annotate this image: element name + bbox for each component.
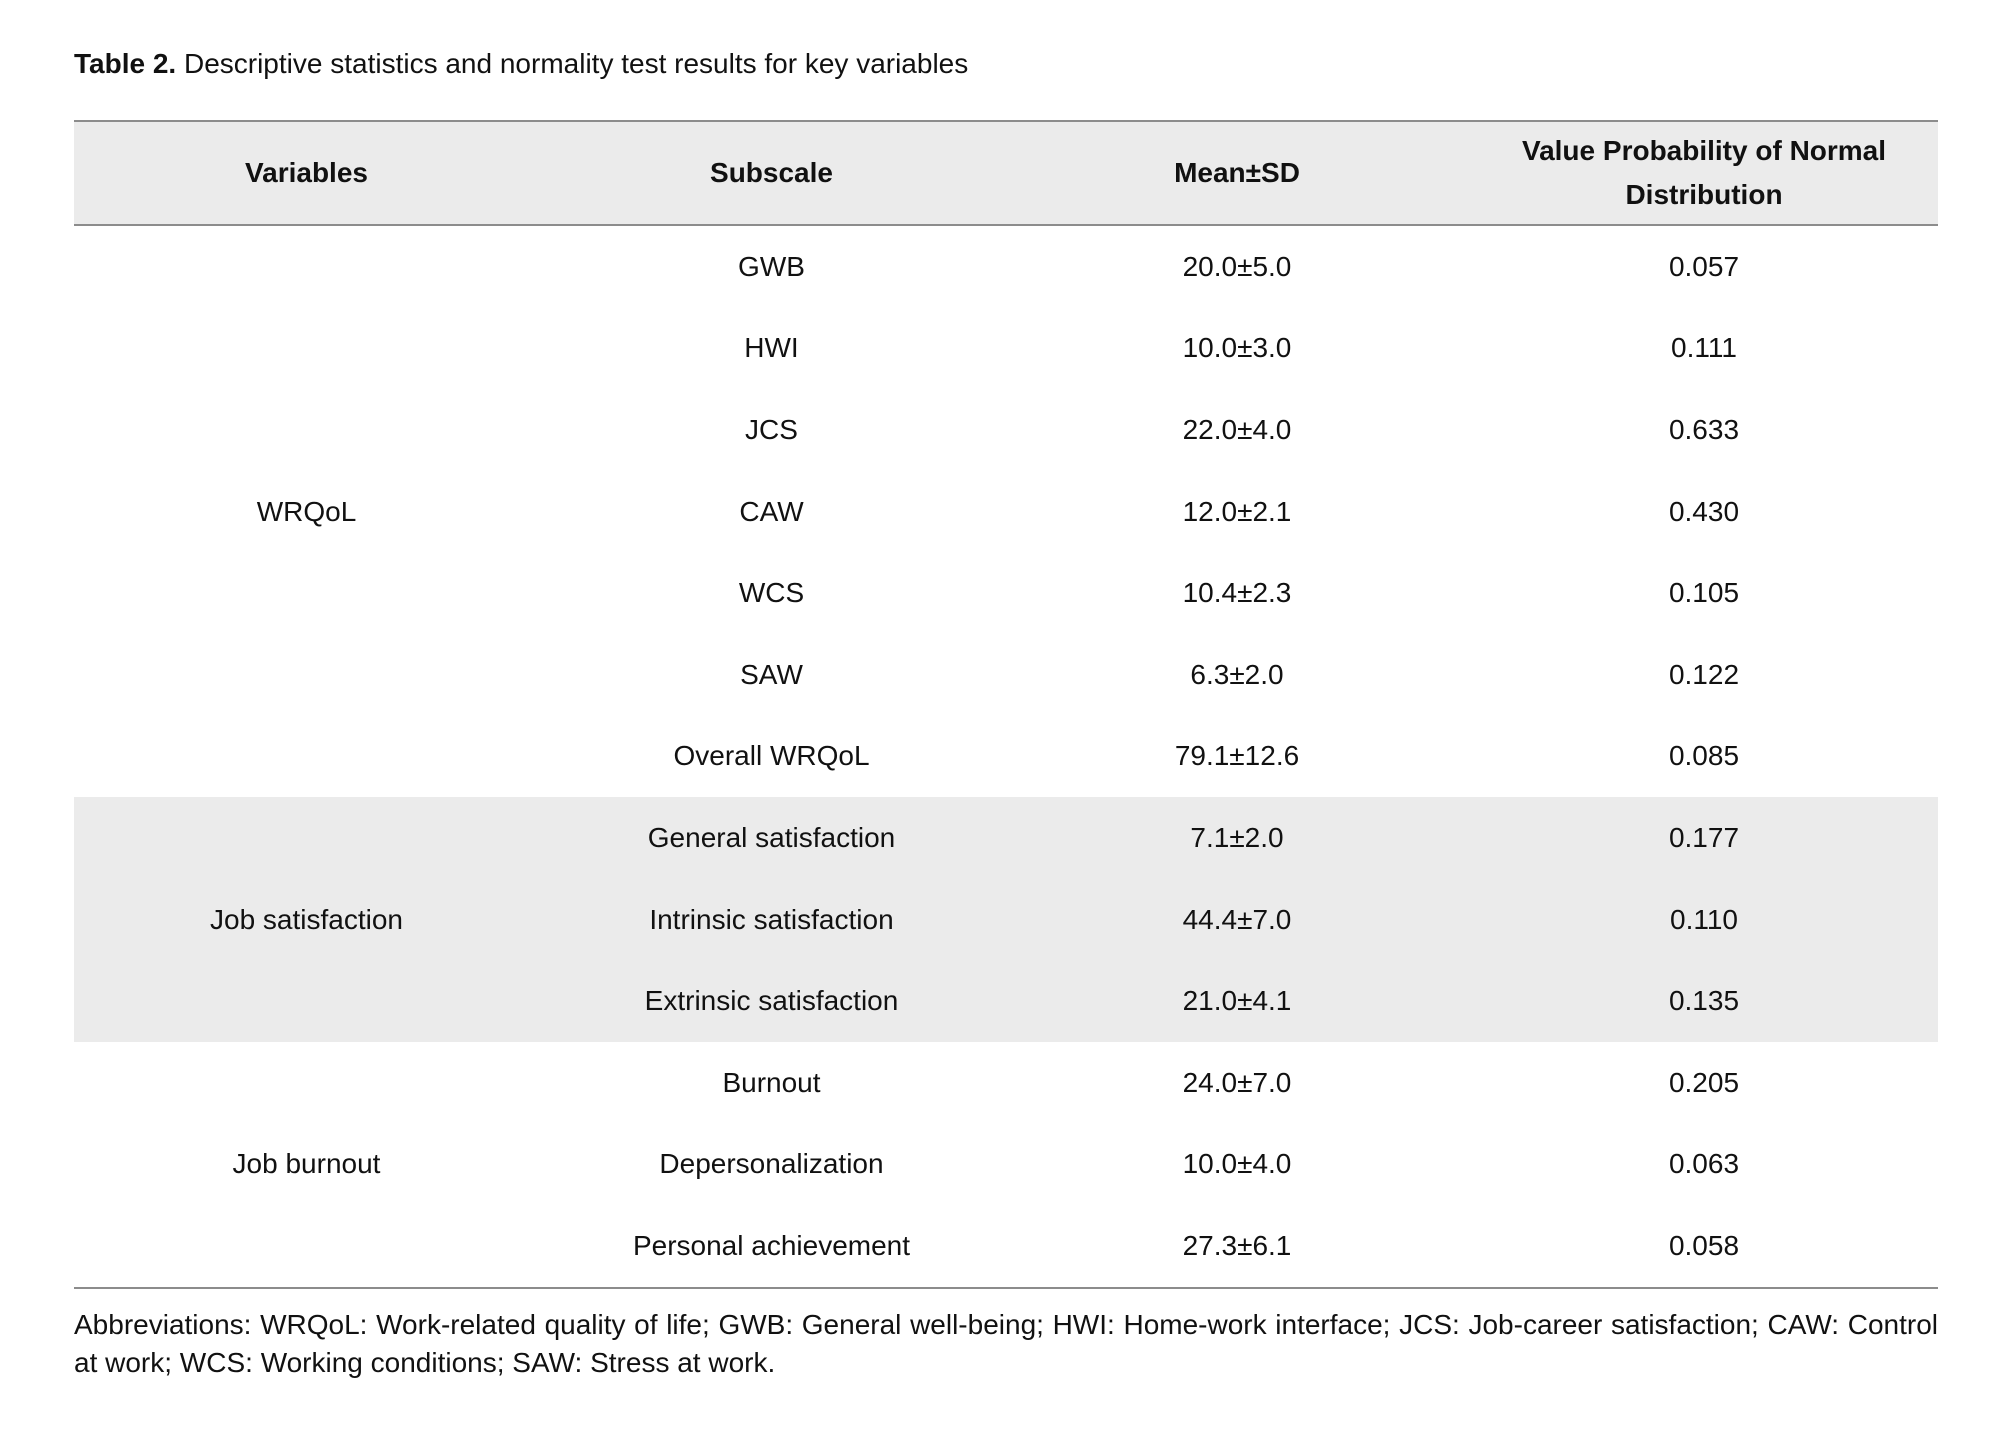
mean-sd-cell: 12.0±2.1 bbox=[1182, 495, 1292, 527]
table-row bbox=[74, 797, 1938, 879]
subscale-cell: Depersonalization bbox=[659, 1148, 884, 1180]
normality-p-cell: 0.085 bbox=[1668, 740, 1740, 772]
mean-sd-cell: 10.0±4.0 bbox=[1182, 1148, 1292, 1180]
mean-sd-cell: 24.0±7.0 bbox=[1182, 1066, 1292, 1098]
subscale-cell: General satisfaction bbox=[539, 797, 1004, 879]
normality-p-cell: 0.058 bbox=[1668, 1229, 1740, 1261]
normality-p-cell: 0.057 bbox=[1668, 250, 1740, 282]
normality-p-cell: 0.122 bbox=[1668, 658, 1740, 690]
normality-p-cell: 0.430 bbox=[1668, 495, 1740, 527]
subscale-cell: Burnout bbox=[722, 1066, 821, 1098]
table-caption-text: Descriptive statistics and normality test results for key variables bbox=[183, 48, 969, 79]
mean-sd-cell: 20.0±5.0 bbox=[1182, 250, 1292, 282]
subscale-cell: Extrinsic satisfaction bbox=[539, 960, 1004, 1042]
mean-sd-cell: 21.0±4.1 bbox=[1004, 960, 1470, 1042]
mean-sd-cell: 22.0±4.0 bbox=[1182, 413, 1292, 445]
abbreviations-footnote: Abbreviations: WRQoL: Work-related quality of life; GWB: General well-being; HWI: Home-work interface; JCS: Job-career satisfaction; CAW: Control at work; WCS: Working conditions; SAW: Stress at work. bbox=[74, 1309, 1938, 1378]
subscale-cell: Intrinsic satisfaction bbox=[539, 879, 1004, 961]
normality-p-cell: 0.111 bbox=[1671, 332, 1737, 364]
normality-p-cell: 0.105 bbox=[1668, 577, 1740, 609]
table-caption-label: Table 2. bbox=[74, 48, 177, 79]
subscale-cell: WCS bbox=[738, 577, 805, 609]
table-header bbox=[74, 121, 1938, 225]
variable-cell: WRQoL bbox=[256, 495, 357, 527]
subscale-cell: JCS bbox=[745, 413, 798, 445]
header-normality-p: Value Probability of Normal Distribution bbox=[1470, 121, 1938, 225]
group-job-satisfaction bbox=[74, 797, 1938, 1042]
mean-sd-cell: 44.4±7.0 bbox=[1004, 879, 1470, 961]
normality-p-cell: 0.063 bbox=[1668, 1148, 1740, 1180]
mean-sd-cell: 79.1±12.6 bbox=[1174, 740, 1300, 772]
header-variables: Variables bbox=[74, 121, 539, 225]
group-wrqol bbox=[74, 225, 1938, 797]
subscale-cell: CAW bbox=[739, 495, 804, 527]
subscale-cell: Overall WRQoL bbox=[673, 740, 870, 772]
mean-sd-cell: 10.4±2.3 bbox=[1182, 577, 1292, 609]
subscale-cell: GWB bbox=[738, 250, 805, 282]
subscale-cell: HWI bbox=[744, 332, 799, 364]
group-job-burnout bbox=[74, 1042, 1938, 1288]
header-subscale: Subscale bbox=[539, 121, 1004, 225]
normality-p-cell: 0.110 bbox=[1470, 879, 1938, 961]
mean-sd-cell: 27.3±6.1 bbox=[1182, 1229, 1292, 1261]
table-row bbox=[74, 225, 1938, 308]
mean-sd-cell: 7.1±2.0 bbox=[1004, 797, 1470, 879]
normality-p-cell: 0.205 bbox=[1668, 1066, 1740, 1098]
variable-cell: Job satisfaction bbox=[74, 797, 539, 1042]
header-row bbox=[74, 121, 1938, 225]
mean-sd-cell: 10.0±3.0 bbox=[1182, 332, 1292, 364]
subscale-cell: SAW bbox=[740, 658, 803, 690]
normality-p-cell: 0.177 bbox=[1470, 797, 1938, 879]
variable-cell: Job burnout bbox=[232, 1148, 381, 1180]
table-caption bbox=[74, 44, 968, 84]
table-row bbox=[74, 1042, 1938, 1124]
descriptive-statistics-table bbox=[74, 120, 1938, 1289]
normality-p-cell: 0.633 bbox=[1668, 413, 1740, 445]
header-mean-sd: Mean±SD bbox=[1004, 121, 1470, 225]
normality-p-cell: 0.135 bbox=[1470, 960, 1938, 1042]
subscale-cell: Personal achievement bbox=[632, 1229, 911, 1261]
mean-sd-cell: 6.3±2.0 bbox=[1190, 658, 1284, 690]
